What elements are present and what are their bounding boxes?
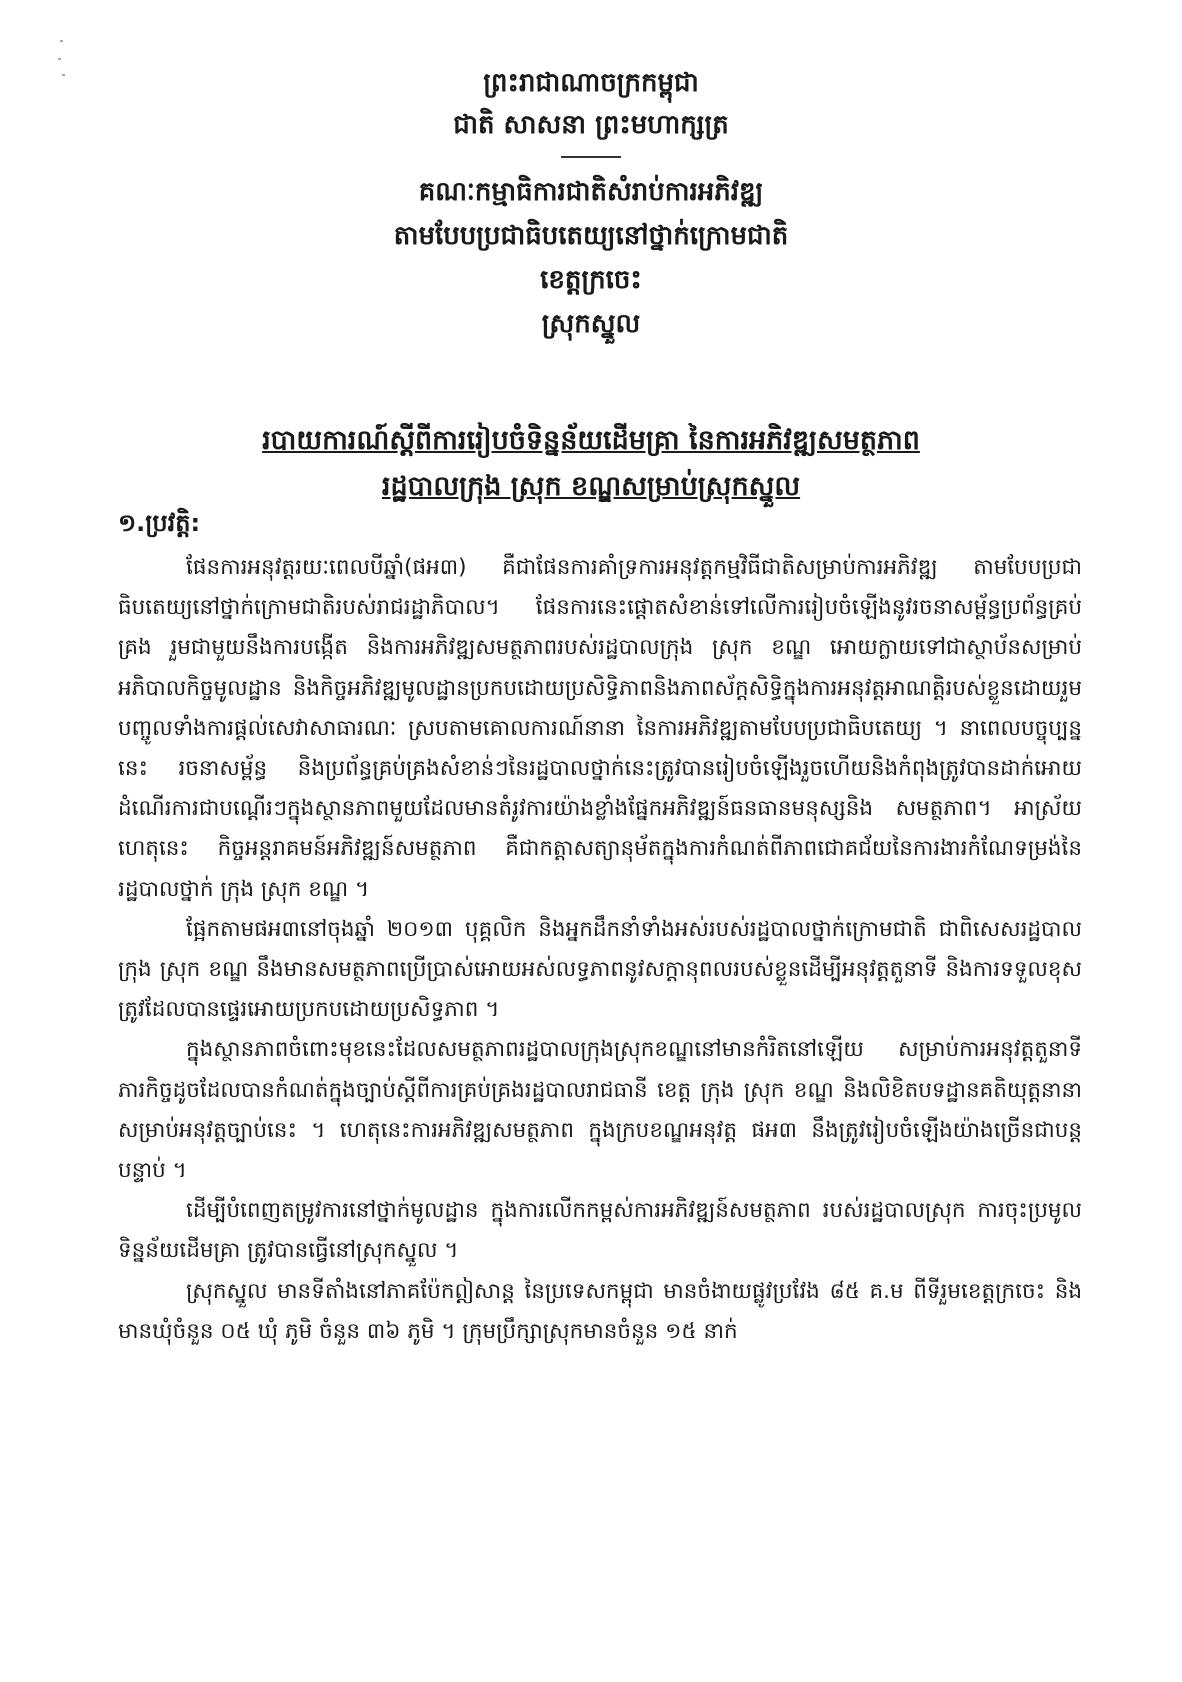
committee-name-line2: តាមបែបប្រជាធិបតេយ្យនៅថ្នាក់ក្រោមជាតិ — [393, 221, 789, 251]
title-line1: របាយការណ៍ស្តីពីការរៀបចំទិន្នន័យដើមគ្រា នៃការអភិវឌ្ឍសមត្ថភាព — [262, 425, 920, 456]
letterhead — [0, 62, 1182, 346]
committee-name-line1: គណៈកម្មាធិការជាតិសំរាប់ការអភិវឌ្ឍ — [418, 177, 764, 207]
body-text — [118, 548, 1082, 1352]
kingdom-name: ព្រះរាជាណាចក្រកម្ពុជា — [483, 68, 699, 98]
province-name: ខេត្តក្រចេះ — [540, 265, 642, 295]
district-name: ស្រុកស្នួល — [541, 309, 641, 339]
national-motto: ជាតិ សាសនា ព្រះមហាក្សត្រ — [453, 110, 729, 140]
paragraph: ក្នុងស្ថានភាពចំពោះមុខនេះដែលសមត្ថភាពរដ្ឋបាលក្រុងស្រុកខណ្ឌនៅមានកំរិតនៅឡើយ សម្រាប់ការអនុវត្តតួនាទីភារកិច្ចដូចដែលបានកំណត់ក្នុងច្បាប់ស្តីពីការគ្រប់គ្រងរដ្ឋបាលរាជធានី ខេត្ត ក្រុង ស្រុក ខណ្ឌ និងលិខិតបទដ្ឋានគតិយុត្តនានាសម្រាប់អនុវត្តច្បាប់នេះ ។ ហេតុនេះការអភិវឌ្ឍសមត្ថភាព ក្នុងក្របខណ្ឌអនុវត្ត ផអ៣ នឹងត្រូវរៀបចំឡើងយ៉ាងច្រើនជាបន្តបន្ទាប់ ។ — [118, 1037, 1082, 1184]
section-heading: ១.ប្រវត្តិ: — [118, 509, 201, 537]
title-line2: រដ្ឋបាលក្រុង ស្រុក ខណ្ឌសម្រាប់ស្រុកស្នួល — [381, 471, 801, 502]
paragraph: ដើម្បីបំពេញតម្រូវការនៅថ្នាក់មូលដ្ឋាន ក្នុងការលើកកម្ពស់ការអភិវឌ្ឍន៍សមត្ថភាព របស់រដ្ឋបាលស្រុក ការចុះប្រមូលទិន្នន័យដើមគ្រា ត្រូវបានធ្វើនៅស្រុកស្នួល ។ — [118, 1198, 1082, 1264]
paragraph: ផ្អែកតាមផអ៣នៅចុងឆ្នាំ ២០១៣ បុគ្គលិក និងអ្នកដឹកនាំទាំងអស់របស់រដ្ឋបាលថ្នាក់ក្រោមជាតិ ជាពិសេសរដ្ឋបាល ក្រុង ស្រុក ខណ្ឌ នឹងមានសមត្ថភាពប្រើប្រាស់អោយអស់លទ្ធភាពនូវសក្តានុពលរបស់ខ្លួនដើម្បីអនុវត្តតួនាទី និងការទទួលខុស ត្រូវដែលបានផ្ទេរអោយប្រកបដោយប្រសិទ្ធភាព ។ — [118, 916, 1082, 1023]
paragraph: ផែនការអនុវត្តរយៈពេលបីឆ្នាំ(ផអ៣) គឺជាផែនការគាំទ្រការអនុវត្តកម្មវិធីជាតិសម្រាប់ការអភិវឌ្ឍ តាមបែបប្រជាធិបតេយ្យនៅថ្នាក់ក្រោមជាតិរបស់រាជរដ្ឋាភិបាល។ ផែនការនេះផ្តោតសំខាន់ទៅលើការរៀបចំឡើងនូវរចនាសម្ព័ន្ធប្រព័ន្ធគ្រប់គ្រង រួមជាមួយនឹងការបង្កើត និងការអភិវឌ្ឍសមត្ថភាពរបស់រដ្ឋបាលក្រុង ស្រុក ខណ្ឌ អោយក្លាយទៅជាស្ថាប័នសម្រាប់អភិបាលកិច្ចមូលដ្ឋាន និងកិច្ចអភិវឌ្ឍមូលដ្ឋានប្រកបដោយប្រសិទ្ធិភាពនិងភាពស័ក្តសិទ្ធិក្នុងការអនុវត្តអាណត្តិរបស់ខ្លួនដោយរួមបញ្ចូលទាំងការផ្តល់សេវាសាធារណៈ ស្របតាមគោលការណ៍នានា នៃការអភិវឌ្ឍតាមបែបប្រជាធិបតេយ្យ ។ នាពេលបច្ចុប្បន្ននេះ រចនាសម្ព័ន្ធ និងប្រព័ន្ធគ្រប់គ្រងសំខាន់ៗនៃរដ្ឋបាលថ្នាក់នេះត្រូវបានរៀបចំឡើងរួចហើយនិងកំពុងត្រូវបានដាក់អោយដំណើរការជាបណ្តើរៗក្នុងស្ថានភាពមួយដែលមានតំរូវការយ៉ាងខ្លាំងផ្នែកអភិវឌ្ឍន៍ធនធានមនុស្សនិង សមត្ថភាព។ អាស្រ័យហេតុនេះ កិច្ចអន្តរាគមន៍អភិវឌ្ឍន៍សមត្ថភាព គឺជាកត្តាសត្យានុម័តក្នុងការកំណត់ពីភាពជោគជ័យនៃការងារកំណែទម្រង់នៃរដ្ឋបាលថ្នាក់ ក្រុង ស្រុក ខណ្ឌ ។ — [118, 555, 1082, 902]
paragraph: ស្រុកស្នួល មានទីតាំងនៅភាគប៉ែកឦសាន្ត នៃប្រទេសកម្ពុជា មានចំងាយផ្លូវប្រវែង ៨៥ គ.ម ពីទីរួមខេត្តក្រចេះ និងមានឃុំចំនួន ០៥ ឃុំ ភូមិ ចំនួន ៣៦ ភូមិ ។ ក្រុមប្រឹក្សាស្រុកមានចំនួន ១៥ នាក់ — [118, 1278, 1082, 1344]
header-divider — [561, 156, 621, 158]
document-title — [0, 418, 1182, 510]
